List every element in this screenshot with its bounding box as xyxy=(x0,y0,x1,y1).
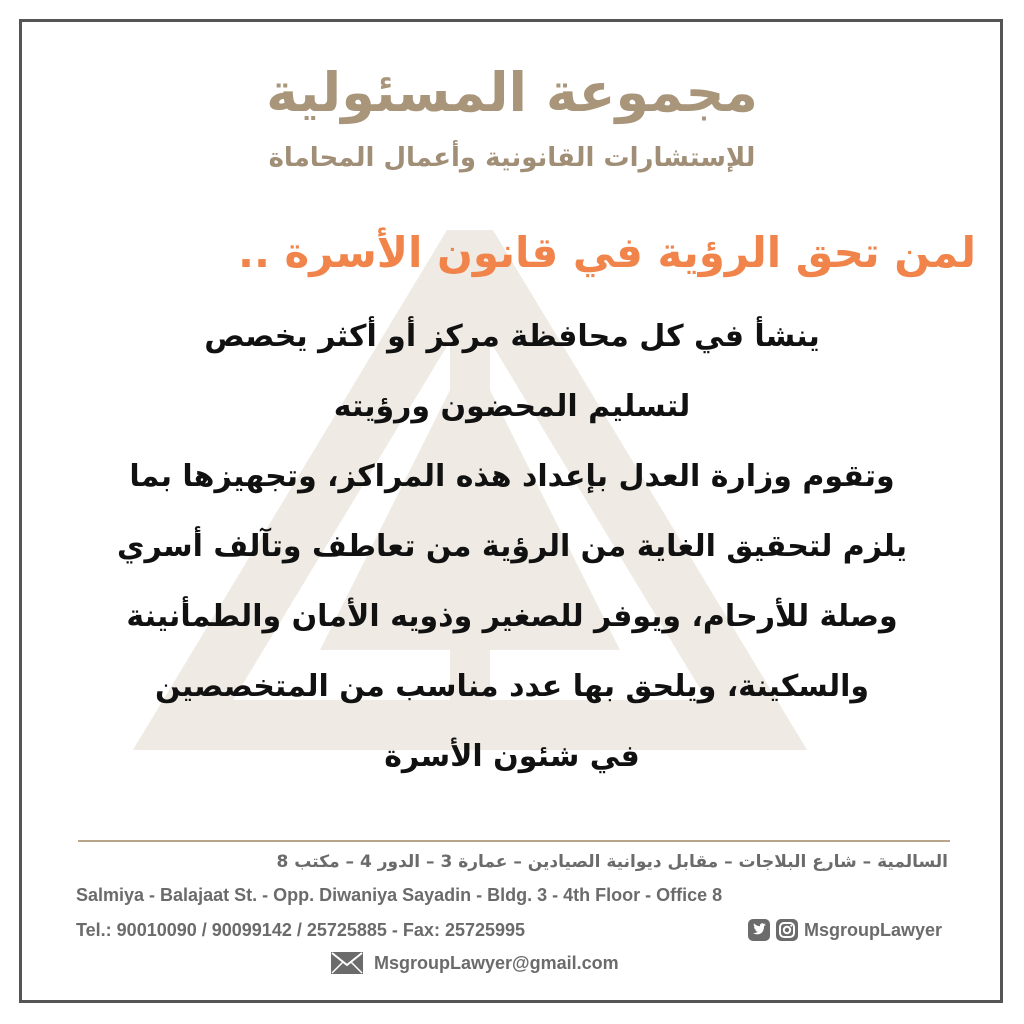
body-line: وتقوم وزارة العدل بإعداد هذه المراكز، وتجهيزها بما xyxy=(129,459,895,494)
body-line: لتسليم المحضون ورؤيته xyxy=(333,389,691,424)
body-line: في شئون الأسرة xyxy=(384,739,640,774)
body-text xyxy=(70,302,954,792)
body-line: وصلة للأرحام، ويوفر للصغير وذويه الأمان والطمأنينة xyxy=(126,599,898,634)
twitter-icon[interactable] xyxy=(748,919,770,941)
instagram-icon[interactable] xyxy=(776,919,798,941)
envelope-icon xyxy=(330,951,364,975)
social-handle[interactable]: MsgroupLawyer xyxy=(803,920,942,940)
phone-numbers: Tel.: 90010090 / 90099142 / 25725885 - Fax: 25725995 xyxy=(76,920,526,940)
email-address[interactable]: MsgroupLawyer@gmail.com xyxy=(374,953,619,973)
address-arabic: السالمية – شارع البلاجات – مقابل ديوانية الصيادين – عمارة 3 – الدور 4 – مكتب 8 xyxy=(276,852,948,872)
body-line: ينشأ في كل محافظة مركز أو أكثر يخصص xyxy=(204,319,820,354)
footer-divider xyxy=(78,840,950,842)
email-row xyxy=(330,948,619,978)
social-links xyxy=(748,915,942,945)
body-line: يلزم لتحقيق الغاية من الرؤية من تعاطف وتآلف أسري xyxy=(117,529,907,564)
contact-row xyxy=(76,915,956,945)
address-english: Salmiya - Balajaat St. - Opp. Diwaniya Sayadin - Bldg. 3 - 4th Floor - Office 8 xyxy=(76,885,723,905)
headline: لمن تحق الرؤية في قانون الأسرة .. xyxy=(237,228,976,277)
brand-title: مجموعة المسئولية xyxy=(266,61,758,124)
brand-subtitle: للإستشارات القانونية وأعمال المحاماة xyxy=(268,143,756,173)
body-line: والسكينة، ويلحق بها عدد مناسب من المتخصصين xyxy=(154,669,870,704)
